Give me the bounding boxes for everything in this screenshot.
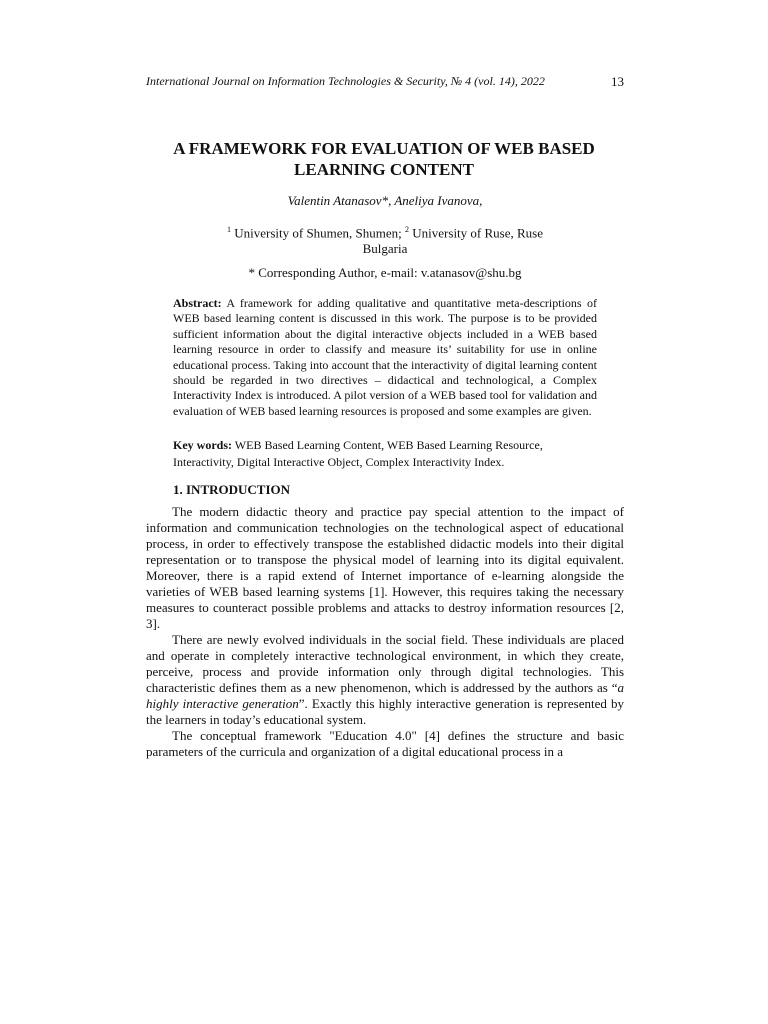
paragraph-3: The conceptual framework "Education 4.0" [4] defines the structure and basic parameters of the curricula and organization of a digital educational process in a [146,728,624,759]
abstract [173,296,597,419]
paper-title [140,138,628,180]
affiliation-1: University of Shumen, Shumen; [234,225,402,241]
paragraph-2-start: There are newly evolved individuals in the social field. These individuals are placed and operate in completely interactive technological environment, in which they create, perceive, process and provide information only through digital technologies. This characteristic defines them as a new phenomenon, which is addressed by the authors as “ [146,632,624,695]
paragraph-2-quote: a highly interactive generation [146,680,624,711]
title-line-1: A FRAMEWORK FOR EVALUATION OF WEB BASED [173,139,595,158]
abstract-text: A framework for adding qualitative and quantitative meta-descriptions of WEB based learning content is discussed in this work. The purpose is to be provided sufficient information about the digital interactive objects included in a WEB based learning resource in order to classify and measure its’ suitability for use in online educational process. Taking into account that the interactivity of digital learning content should be regarded in two directives – didactical and technological, a Complex Interactivity Index is introduced. A pilot version of a WEB based tool for validation and evaluation of WEB based learning resources is proposed and some examples are given. [173,296,597,418]
affiliation-marker-1: 1 [226,225,231,234]
title-line-2: LEARNING CONTENT [294,160,474,179]
affiliation-country: Bulgaria [362,241,408,257]
paragraph-2-end: ”. Exactly this highly interactive generation is represented by the learners in today’s educational system. [146,696,624,727]
paragraph-1: The modern didactic theory and practice pay special attention to the impact of information and communication technologies on the technological aspect of educational process, in order to effectively transpose the established didactic models into their digital representation or to transpose the physical model of learning into its digital equivalent. Moreover, there is a rapid extend of Internet importance of e-learning alongside the varieties of WEB based learning systems [1]. However, this requires taking the necessary measures to counteract possible problems and attacks to destroy information resources [2, 3]. [146,504,624,631]
running-header [146,74,624,89]
paragraph-2 [146,632,624,728]
keywords-label: Key words: [173,438,232,452]
section-heading: 1. INTRODUCTION [173,482,291,497]
affiliation-2: University of Ruse, Ruse [412,225,543,241]
corresponding-author: * Corresponding Author, e-mail: v.atanasov@shu.bg [248,265,522,280]
affiliations [200,222,570,257]
abstract-label: Abstract: [173,296,222,310]
keywords [173,437,597,471]
author-list: Valentin Atanasov*, Aneliya Ivanova, [287,193,483,208]
section-body [146,504,624,760]
page-number: 13 [611,74,624,89]
keywords-text: WEB Based Learning Content, WEB Based Learning Resource, Interactivity, Digital Interactive Object, Complex Interactivity Index. [173,438,543,469]
affiliation-marker-2: 2 [405,225,410,234]
journal-citation: International Journal on Information Technologies & Security, № 4 (vol. 14), 2022 [146,74,545,88]
